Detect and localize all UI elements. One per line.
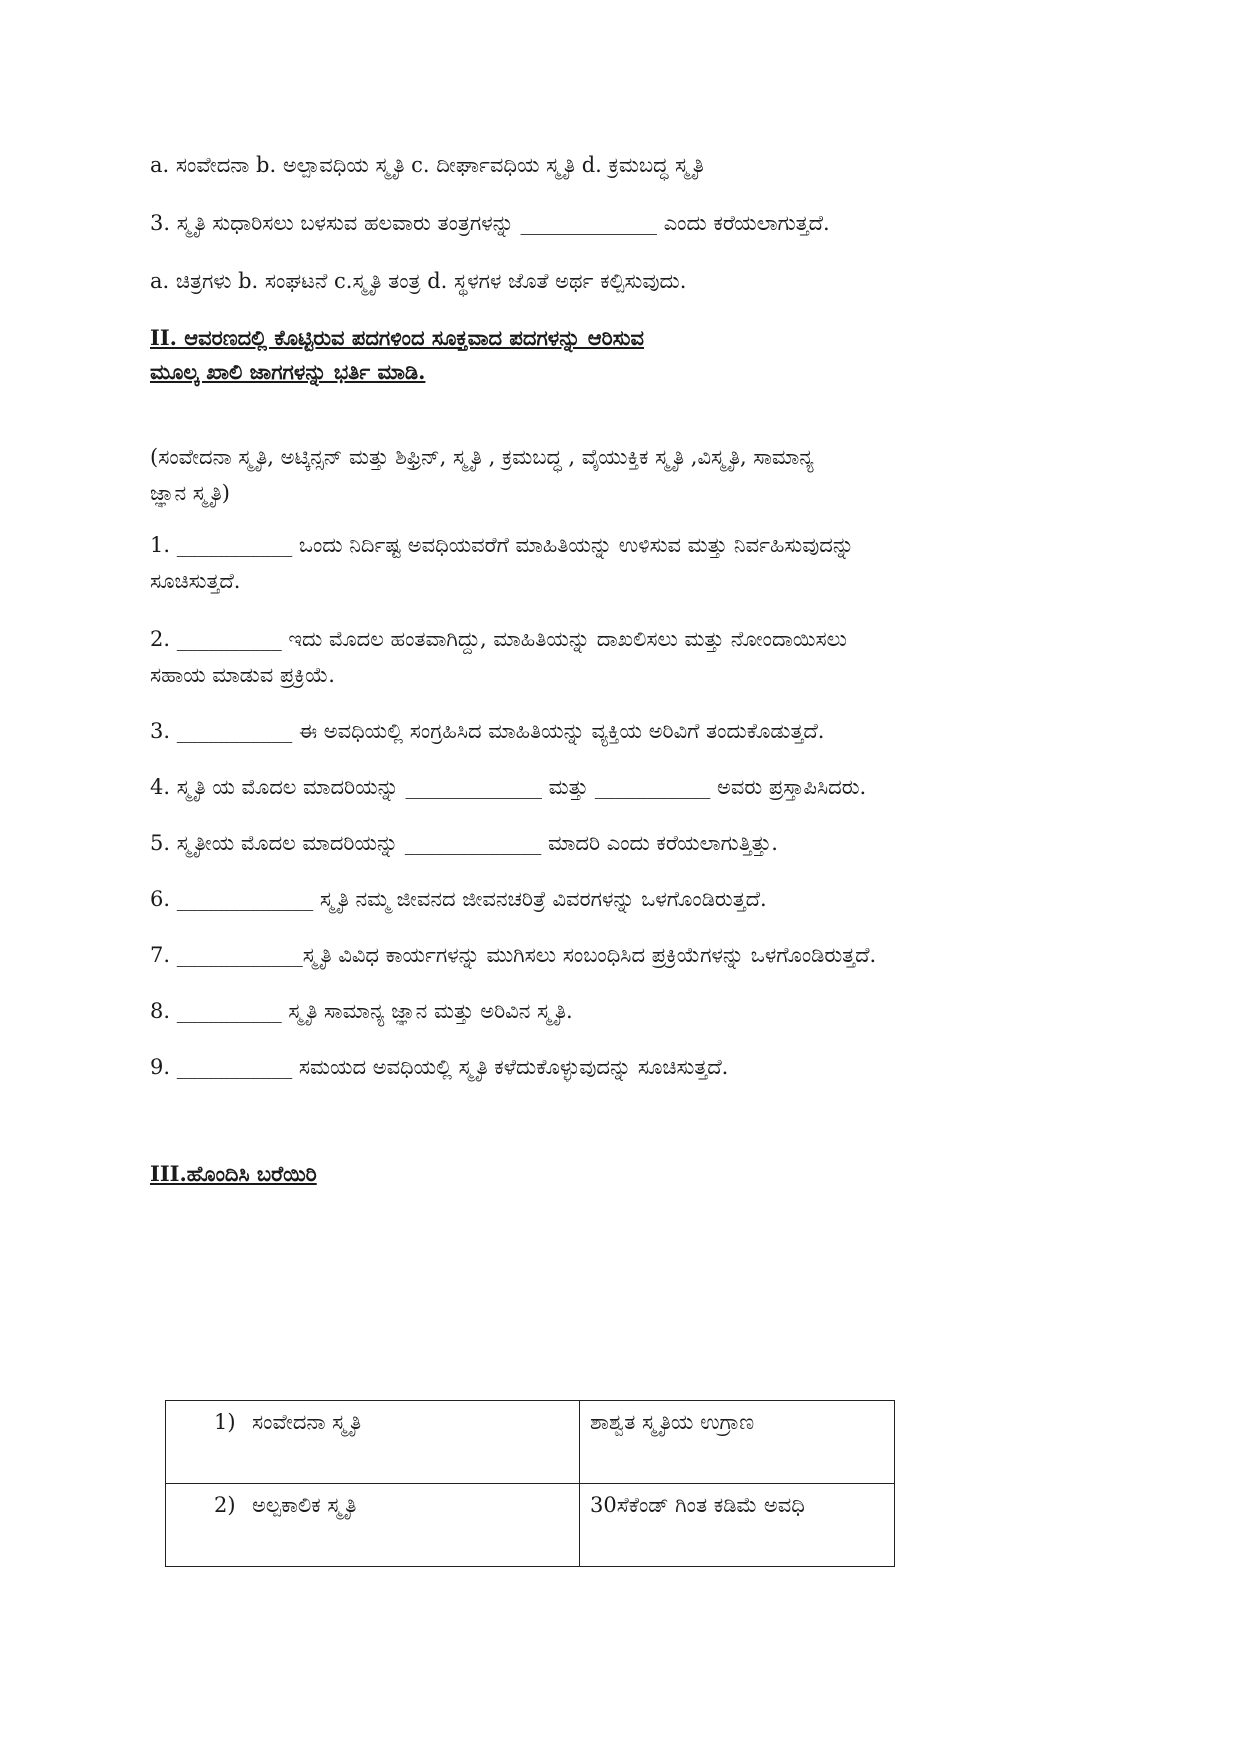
row-number: 2) — [214, 1493, 236, 1517]
section-2-heading-line1: II. ಆವರಣದಲ್ಲಿ ಕೊಟ್ಟಿರುವ ಪದಗಳಿಂದ ಸೂಕ್ತವಾದ ಪದಗಳನ್ನು ಆರಿಸುವ — [150, 325, 644, 350]
match-left-text: ಸಂವೇದನಾ ಸ್ಮೃತಿ — [252, 1410, 362, 1434]
mcq-options-q3: a. ಚಿತ್ರಗಳು b. ಸಂಘಟನೆ c.ಸ್ಮೃತಿ ತಂತ್ರ d. ಸ್ಥಳಗಳ ಜೊತೆ ಅರ್ಥ ಕಲ್ಪಿಸುವುದು. — [150, 269, 687, 293]
match-left-cell — [166, 1401, 580, 1484]
table-row — [166, 1401, 895, 1484]
mcq-options-q2: a. ಸಂವೇದನಾ b. ಅಲ್ಪಾವಧಿಯ ಸ್ಮೃತಿ c. ದೀರ್ಘಾವಧಿಯ ಸ್ಮೃತಿ d. ಕ್ರಮಬದ್ಧ ಸ್ಮೃತಿ — [150, 153, 704, 177]
match-left-cell — [166, 1484, 580, 1567]
match-table — [165, 1400, 895, 1567]
fill-q4: 4. ಸ್ಮೃತಿ ಯ ಮೊದಲ ಮಾದರಿಯನ್ನು _____________ ಮತ್ತು ___________ ಅವರು ಪ್ರಸ್ತಾಪಿಸಿದರು. — [150, 775, 867, 799]
fill-q8: 8. __________ ಸ್ಮೃತಿ ಸಾಮಾನ್ಯ ಜ್ಞಾನ ಮತ್ತು ಅರಿವಿನ ಸ್ಮೃತಿ. — [150, 999, 573, 1023]
fill-q1-line1: 1. ___________ ಒಂದು ನಿರ್ದಿಷ್ಟ ಅವಧಿಯವರೆಗೆ ಮಾಹಿತಿಯನ್ನು ಉಳಿಸುವ ಮತ್ತು ನಿರ್ವಹಿಸುವುದನ್ನು — [150, 533, 855, 557]
mcq-question-3: 3. ಸ್ಮೃತಿ ಸುಧಾರಿಸಲು ಬಳಸುವ ಹಲವಾರು ತಂತ್ರಗಳನ್ನು _____________ ಎಂದು ಕರೆಯಲಾಗುತ್ತದೆ. — [150, 211, 830, 235]
row-number: 1) — [214, 1410, 236, 1434]
fill-q9: 9. ___________ ಸಮಯದ ಅವಧಿಯಲ್ಲಿ ಸ್ಮೃತಿ ಕಳೆದುಕೊಳ್ಳುವುದನ್ನು ಸೂಚಿಸುತ್ತದೆ. — [150, 1055, 729, 1079]
fill-q2-line2: ಸಹಾಯ ಮಾಡುವ ಪ್ರಕ್ರಿಯೆ. — [150, 663, 335, 687]
fill-q7: 7. ____________ಸ್ಮೃತಿ ವಿವಿಧ ಕಾರ್ಯಗಳನ್ನು ಮುಗಿಸಲು ಸಂಬಂಧಿಸಿದ ಪ್ರಕ್ರಿಯೆಗಳನ್ನು ಒಳಗೊಂಡಿರುತ್ತದೆ. — [150, 943, 877, 967]
fill-q2-line1: 2. __________ ಇದು ಮೊದಲ ಹಂತವಾಗಿದ್ದು, ಮಾಹಿತಿಯನ್ನು ದಾಖಲಿಸಲು ಮತ್ತು ನೋಂದಾಯಿಸಲು — [150, 627, 847, 651]
fill-q6: 6. _____________ ಸ್ಮೃತಿ ನಮ್ಮ ಜೀವನದ ಜೀವನಚರಿತ್ರೆ ವಿವರಗಳನ್ನು ಒಳಗೊಂಡಿರುತ್ತದೆ. — [150, 887, 767, 911]
match-right-text: ಶಾಶ್ವತ ಸ್ಮೃತಿಯ ಉಗ್ರಾಣ — [590, 1410, 755, 1434]
fill-q3: 3. ___________ ಈ ಅವಧಿಯಲ್ಲಿ ಸಂಗ್ರಹಿಸಿದ ಮಾಹಿತಿಯನ್ನು ವ್ಯಕ್ತಿಯ ಅರಿವಿಗೆ ತಂದುಕೊಡುತ್ತದೆ. — [150, 719, 825, 743]
match-right-cell — [580, 1401, 895, 1484]
match-right-cell — [580, 1484, 895, 1567]
section-2-heading-line2: ಮೂಲ್ಕ ಖಾಲಿ ಜಾಗಗಳನ್ನು ಭರ್ತಿ ಮಾಡಿ. — [150, 359, 426, 384]
word-bank-line1: (ಸಂವೇದನಾ ಸ್ಮೃತಿ, ಅಟ್ಕಿನ್ಸನ್ ಮತ್ತು ಶಿಫ್ರಿನ್, ಸ್ಮೃತಿ , ಕ್ರಮಬದ್ಧ , ವೈಯುಕ್ತಿಕ ಸ್ಮೃತಿ ,ವಿಸ್ಮೃತಿ, ಸಾಮಾನ್ಯ — [150, 445, 814, 469]
table-row — [166, 1484, 895, 1567]
match-left-text: ಅಲ್ಪಕಾಲಿಕ ಸ್ಮೃತಿ — [252, 1493, 357, 1517]
fill-q5: 5. ಸ್ಮೃತೀಯ ಮೊದಲ ಮಾದರಿಯನ್ನು _____________ ಮಾದರಿ ಎಂದು ಕರೆಯಲಾಗುತ್ತಿತ್ತು. — [150, 831, 778, 855]
fill-q1-line2: ಸೂಚಿಸುತ್ತದೆ. — [150, 569, 241, 593]
match-right-text: 30ಸೆಕೆಂಡ್ ಗಿಂತ ಕಡಿಮೆ ಅವಧಿ — [590, 1493, 805, 1517]
section-3-heading: III.ಹೊಂದಿಸಿ ಬರೆಯಿರಿ — [150, 1161, 317, 1186]
word-bank-line2: ಜ್ಞಾನ ಸ್ಮೃತಿ) — [150, 481, 230, 505]
